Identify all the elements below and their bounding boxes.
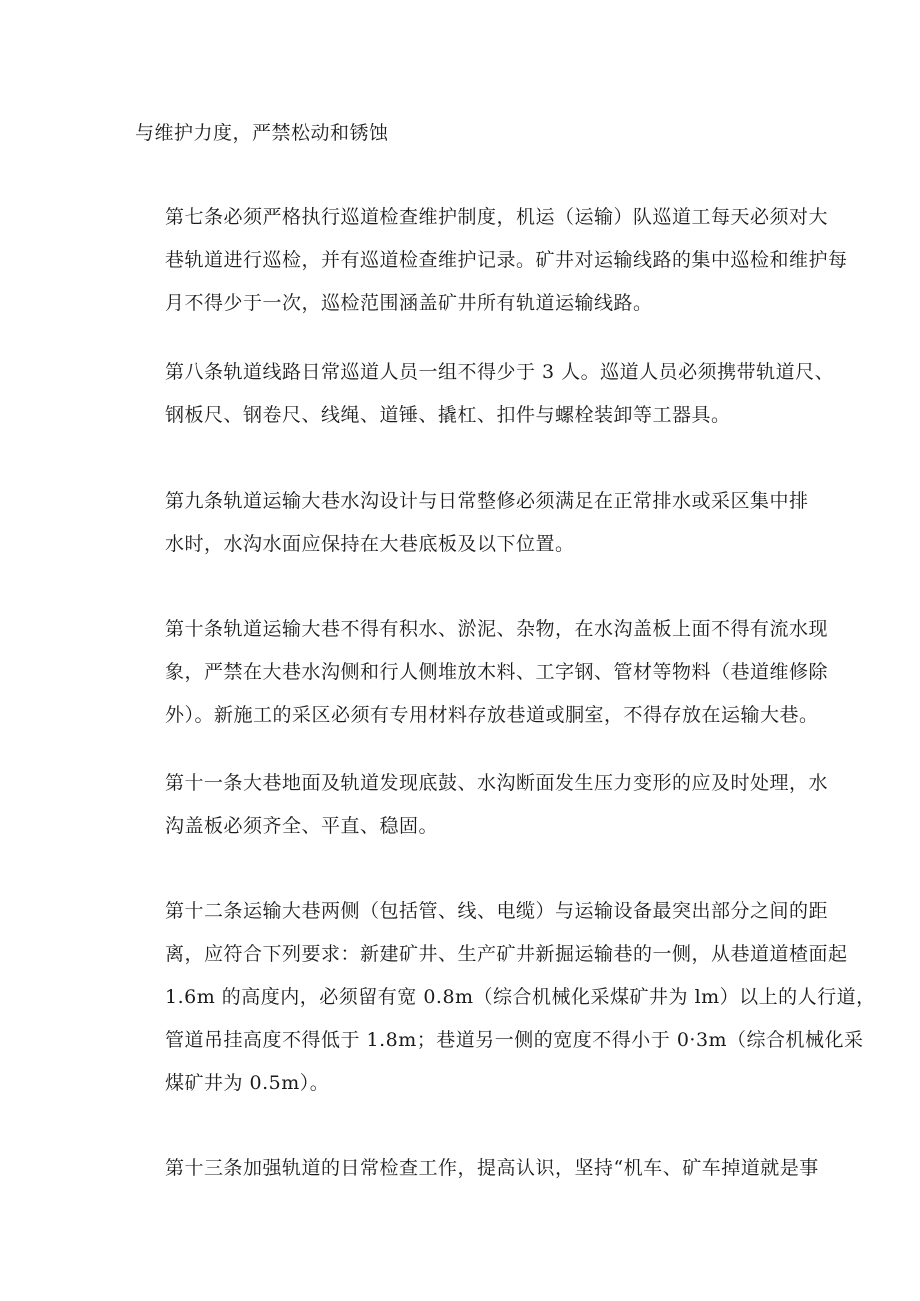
text-line: 第十条轨道运输大巷不得有积水、淤泥、杂物，在水沟盖板上面不得有流水现 <box>165 618 829 640</box>
paragraph-continuation <box>135 112 795 155</box>
text-line: 象，严禁在大巷水沟侧和行人侧堆放木料、工字钢、管材等物料（巷道维修除 <box>165 661 829 683</box>
text-line: 外）。新施工的采区必须有专用材料存放巷道或胴室，不得存放在运输大巷。 <box>165 704 819 726</box>
text-line: 月不得少于一次，巡检范围涵盖矿井所有轨道运输线路。 <box>165 292 653 314</box>
text-line: 沟盖板必须齐全、平直、稳固。 <box>165 815 439 837</box>
paragraph-article-9 <box>135 480 809 566</box>
paragraph-article-13 <box>135 1147 819 1190</box>
text-line: 第十二条运输大巷两侧（包括管、线、电缆）与运输设备最突出部分之间的距 <box>165 900 829 922</box>
text-line: 第七条必须严格执行巡道检查维护制度，机运（运输）队巡道工每天必须对大 <box>165 206 829 228</box>
text-line: 管道吊挂高度不得低于 1.8m；巷道另一侧的宽度不得小于 0·3m（综合机械化采 <box>165 1029 864 1051</box>
text-line: 第十一条大巷地面及轨道发现底鼓、水沟断面发生压力变形的应及时处理，水 <box>165 772 829 794</box>
text-line: 煤矿井为 0.5m）。 <box>165 1072 330 1094</box>
text-line: 第九条轨道运输大巷水沟设计与日常整修必须满足在正常排水或采区集中排 <box>165 490 809 512</box>
text-line: 水时，水沟水面应保持在大巷底板及以下位置。 <box>165 533 575 555</box>
text-line: 钢板尺、钢卷尺、线绳、道锤、撬杠、扣件与螺栓装卸等工器具。 <box>165 404 731 426</box>
text-line: 巷轨道进行巡检，并有巡道检查维护记录。矿井对运输线路的集中巡检和维护每 <box>165 249 848 271</box>
paragraph-article-7 <box>135 196 848 325</box>
text-line: 第八条轨道线路日常巡道人员一组不得少于 3 人。巡道人员必须携带轨道尺、 <box>165 361 835 383</box>
paragraph-article-8 <box>135 351 835 437</box>
paragraph-article-10 <box>135 608 829 737</box>
text-line: 离，应符合下列要求：新建矿井、生产矿井新掘运输巷的一侧，从巷道道楂面起 <box>165 943 848 965</box>
text-line: 1.6m 的高度内，必须留有宽 0.8m（综合机械化采煤矿井为 lm）以上的人行道， <box>165 986 876 1008</box>
paragraph-article-12 <box>135 890 876 1105</box>
text-line: 与维护力度，严禁松动和锈蚀 <box>135 122 389 144</box>
text-line: 第十三条加强轨道的日常检查工作，提高认识，坚持“机车、矿车掉道就是事 <box>165 1157 819 1179</box>
paragraph-article-11 <box>135 762 829 848</box>
